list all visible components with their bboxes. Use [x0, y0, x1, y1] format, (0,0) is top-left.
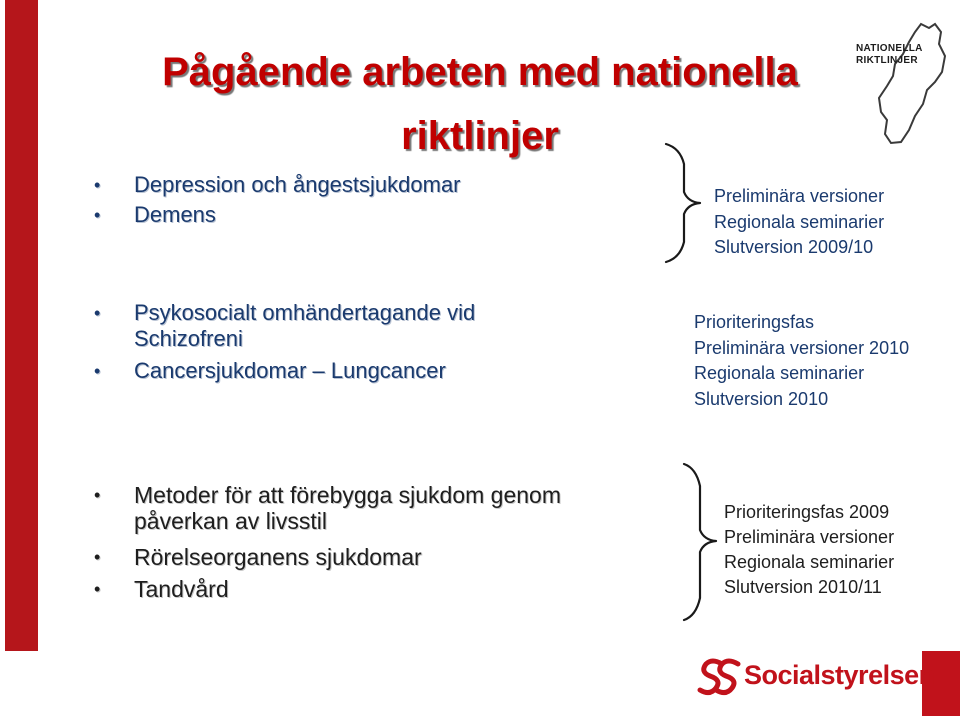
group-2-steps	[694, 310, 909, 412]
step-text: Slutversion 2010	[694, 388, 829, 409]
step-text: Prioriteringsfas 2009	[724, 502, 890, 522]
step-text: Regionala seminarier	[714, 211, 885, 232]
bullet-icon: •	[94, 485, 101, 505]
step-text: Regionala seminarier	[724, 552, 895, 572]
list-item	[94, 202, 614, 228]
list-item	[94, 482, 654, 534]
list-item-text: Depression och ångestsjukdomar	[134, 172, 461, 197]
step-text: Slutversion 2009/10	[714, 237, 874, 257]
list-item	[94, 300, 554, 352]
title-line-1: Pågående arbeten med nationella	[162, 50, 798, 94]
bullet-icon: •	[94, 547, 101, 567]
group-3-brace	[680, 462, 730, 622]
brand-name: Socialstyrelsen	[744, 660, 935, 690]
list-item-text: Tandvård	[134, 576, 229, 602]
step-text: Slutversion 2010/11	[724, 577, 882, 597]
step-text: Preliminära versioner 2010	[694, 337, 910, 358]
list-item-text: Rörelseorganens sjukdomar	[134, 544, 422, 570]
bullet-icon: •	[94, 175, 101, 195]
step-text: Preliminära versioner	[724, 527, 895, 547]
list-item-text: Cancersjukdomar – Lungcancer	[134, 358, 446, 383]
list-item	[94, 172, 614, 198]
bullet-icon: •	[94, 361, 101, 381]
list-item-text: Demens	[134, 202, 216, 227]
group-1-brace	[662, 142, 716, 264]
list-item	[94, 544, 654, 570]
logo-text-line-2: RIKTLINJER	[856, 55, 918, 66]
step-text: Prioriteringsfas	[694, 312, 815, 332]
step-text: Regionala seminarier	[694, 363, 865, 383]
title-line-2: riktlinjer	[401, 114, 559, 158]
logo-text-line-1: NATIONELLA	[856, 43, 923, 54]
page-title	[40, 40, 920, 168]
step-text: Preliminära versioner	[714, 186, 885, 206]
group-3-list	[94, 482, 654, 602]
bullet-icon: •	[94, 303, 101, 323]
group-2-list	[94, 300, 554, 384]
group-1-steps	[714, 184, 884, 261]
list-item	[94, 576, 654, 602]
bullet-icon: •	[94, 205, 101, 225]
group-1-list	[94, 172, 614, 228]
list-item	[94, 358, 554, 384]
list-item-text: Metoder för att förebygga sjukdom genom påverkan av livsstil	[134, 482, 562, 534]
group-3-steps	[724, 500, 894, 600]
left-accent-bar	[5, 0, 38, 651]
sweden-map-icon	[843, 20, 958, 145]
list-item-text: Psykosocialt omhändertagande vid Schizofreni	[134, 300, 476, 351]
bullet-icon: •	[94, 579, 101, 599]
